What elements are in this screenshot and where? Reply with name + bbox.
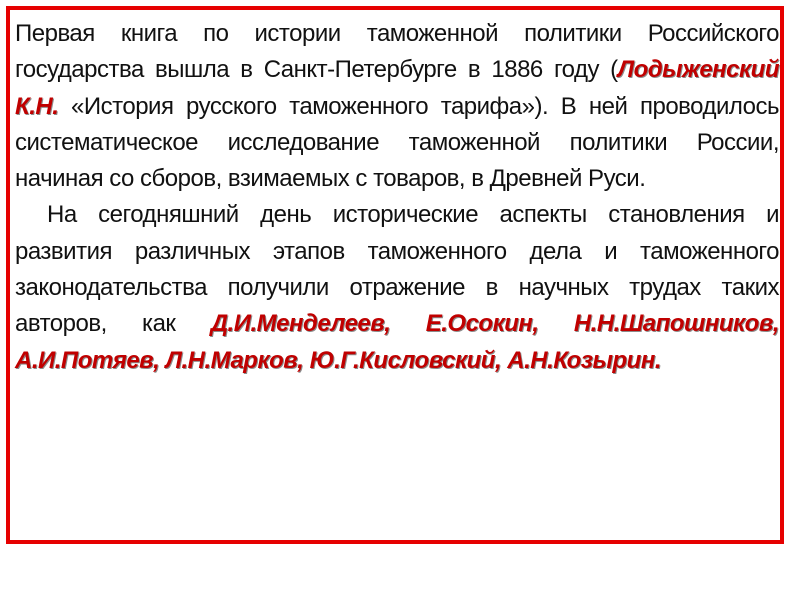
- authors-list: Д.И.Менделеев, Е.Осокин, Н.Н.Шапошников, А.И.Потяев, Л.Н.Марков, Ю.Г.Кисловский, А.Н.Козырин.: [15, 310, 779, 374]
- author-lodyzhensky: Лодыженский К.Н.: [15, 56, 779, 120]
- paragraph-1: [15, 16, 779, 197]
- paragraph-2: [15, 197, 779, 378]
- paragraph-1-intro: Первая книга по истории таможенной политики Российского государства вышла в Санкт-Петербурге в 1886 году (: [15, 20, 779, 84]
- text-block: [15, 16, 779, 379]
- paragraph-1-rest: «История русского таможенного тарифа»). В ней проводилось систематическое исследование таможенной политики России, начиная со сборов, взимаемых с товаров, в Древней Руси.: [15, 92, 779, 193]
- paragraph-2-intro: На сегодняшний день исторические аспекты становления и развития различных этапов таможенного дела и таможенного законодательства получили отражение в научных трудах таких авторов, как: [15, 201, 779, 338]
